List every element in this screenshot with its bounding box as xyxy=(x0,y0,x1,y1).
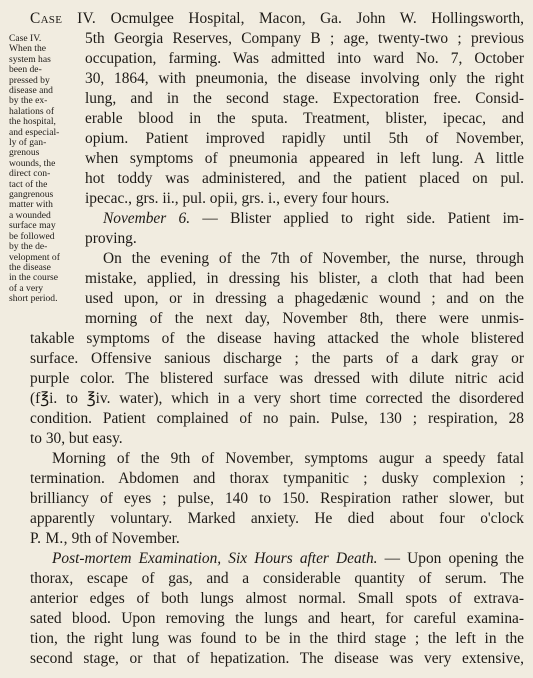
margin-note-line: and especial- xyxy=(9,126,60,138)
body-line: sated blood. Upon removing the lungs and heart, for careful examina- xyxy=(30,609,524,627)
body-text: Ocmulgee Hospital, Macon, Ga. John W. Hollingsworth, xyxy=(110,10,524,27)
body-line: ipecac., grs. ii., pul. opii, grs. i., every four hours. xyxy=(85,189,390,207)
body-text: — Upon opening the xyxy=(377,549,524,567)
body-line: surface. Offensive sanious discharge ; the parts of a dark gray or xyxy=(30,349,524,367)
date-heading: November 6. xyxy=(103,209,191,227)
margin-note-line: short period. xyxy=(9,293,58,305)
body-line: opium. Patient improved rapidly until 5th of November, xyxy=(85,129,524,147)
body-line: anterior edges of both lungs almost normal. Small spots of extrava- xyxy=(30,589,524,607)
body-line: apparently voluntary. Marked anxiety. He died about four o'clock xyxy=(30,509,524,527)
margin-note-line: disease and xyxy=(9,85,53,97)
margin-note-line: halations of xyxy=(9,105,55,117)
margin-note-line: grenous xyxy=(9,147,40,159)
body-line xyxy=(52,548,524,570)
body-line: 30, 1864, with pneumonia, the disease involving only the right xyxy=(85,69,524,87)
body-text: — Blister applied to right side. Patient im- xyxy=(190,209,524,227)
body-line: (f℥i. to ℥iv. water), which in a very short time corrected the disordered xyxy=(30,389,524,407)
margin-note-line: direct con- xyxy=(9,168,51,180)
body-line: erable blood in the sputa. Treatment, blister, ipecac, and xyxy=(85,109,524,127)
margin-note-line: by the ex- xyxy=(9,95,48,107)
margin-note-line: matter with xyxy=(9,199,53,211)
margin-note-line: of a very xyxy=(9,282,44,294)
body-line: second stage, or that of hepatization. The disease was very extensive, xyxy=(30,649,524,667)
case-label: Case IV. xyxy=(30,10,97,27)
body-line: tion, the right lung was found to be in the third stage ; the left in the xyxy=(30,629,524,647)
margin-note-line: tact of the xyxy=(9,178,48,190)
margin-note-line: gangrenous xyxy=(9,189,54,201)
body-line xyxy=(103,208,524,230)
body-line: termination. Abdomen and thorax tympanitic ; dusky complexion ; xyxy=(30,469,524,487)
body-line xyxy=(30,8,524,30)
section-heading: Post-mortem Examination, Six Hours after Death. xyxy=(52,549,378,567)
body-line: Morning of the 9th of November, symptoms augur a speedy fatal xyxy=(52,449,524,467)
body-text: 9th of November. xyxy=(67,529,180,547)
body-line: takable symptoms of the disease having attacked the whole blistered xyxy=(30,329,524,347)
margin-note-line: wounds, the xyxy=(9,157,56,169)
margin-note-line: pressed by xyxy=(9,74,50,86)
body-line: purple color. The blistered surface was dressed with dilute nitric acid xyxy=(30,369,524,387)
body-line: morning of the next day, November 8th, there were unmis- xyxy=(85,309,524,327)
time-abbreviation: P. M., xyxy=(30,529,68,547)
body-line: mistake, applied, in dressing his blister, a cloth that had been xyxy=(85,269,524,287)
margin-note-line: be followed xyxy=(9,230,55,242)
body-line: proving. xyxy=(85,229,137,247)
margin-note-line: surface may xyxy=(9,220,56,232)
body-line: to 30, but easy. xyxy=(30,429,123,447)
margin-note-line: a wounded xyxy=(9,209,51,221)
margin-note-line: When the xyxy=(9,43,47,55)
body-line: condition. Patient complained of no pain. Pulse, 130 ; respiration, 28 xyxy=(30,409,524,427)
margin-note xyxy=(9,34,85,305)
body-line: when symptoms of pneumonia appeared in left lung. A little xyxy=(85,149,524,167)
margin-note-line: been de- xyxy=(9,64,42,76)
body-line: On the evening of the 7th of November, the nurse, through xyxy=(103,249,524,267)
body-line: 5th Georgia Reserves, Company B ; age, twenty-two ; previous xyxy=(85,29,524,47)
margin-note-line: ly of gan- xyxy=(9,137,47,149)
margin-note-line: the disease xyxy=(9,261,51,273)
margin-note-line: velopment of xyxy=(9,251,60,263)
body-line: occupation, farming. Was admitted into ward No. 7, October xyxy=(85,49,524,67)
margin-note-line: the hospital, xyxy=(9,116,56,128)
body-line: used upon, or in dressing a phagedænic wound ; and on the xyxy=(85,289,524,307)
body-line: brilliancy of eyes ; pulse, 140 to 150. Respiration rather slower, but xyxy=(30,489,524,507)
margin-note-line: by the de- xyxy=(9,241,48,253)
body-line: lung, and in the second stage. Expectoration free. Consid- xyxy=(85,89,524,107)
margin-note-line: system has xyxy=(9,53,51,65)
margin-note-line: in the course xyxy=(9,272,59,284)
body-line: thorax, escape of gas, and a considerable quantity of serum. The xyxy=(30,569,524,587)
body-line xyxy=(30,528,524,550)
margin-note-line: Case IV. xyxy=(9,32,42,44)
body-line: hot toddy was administered, and the patient placed on pul. xyxy=(85,169,524,187)
